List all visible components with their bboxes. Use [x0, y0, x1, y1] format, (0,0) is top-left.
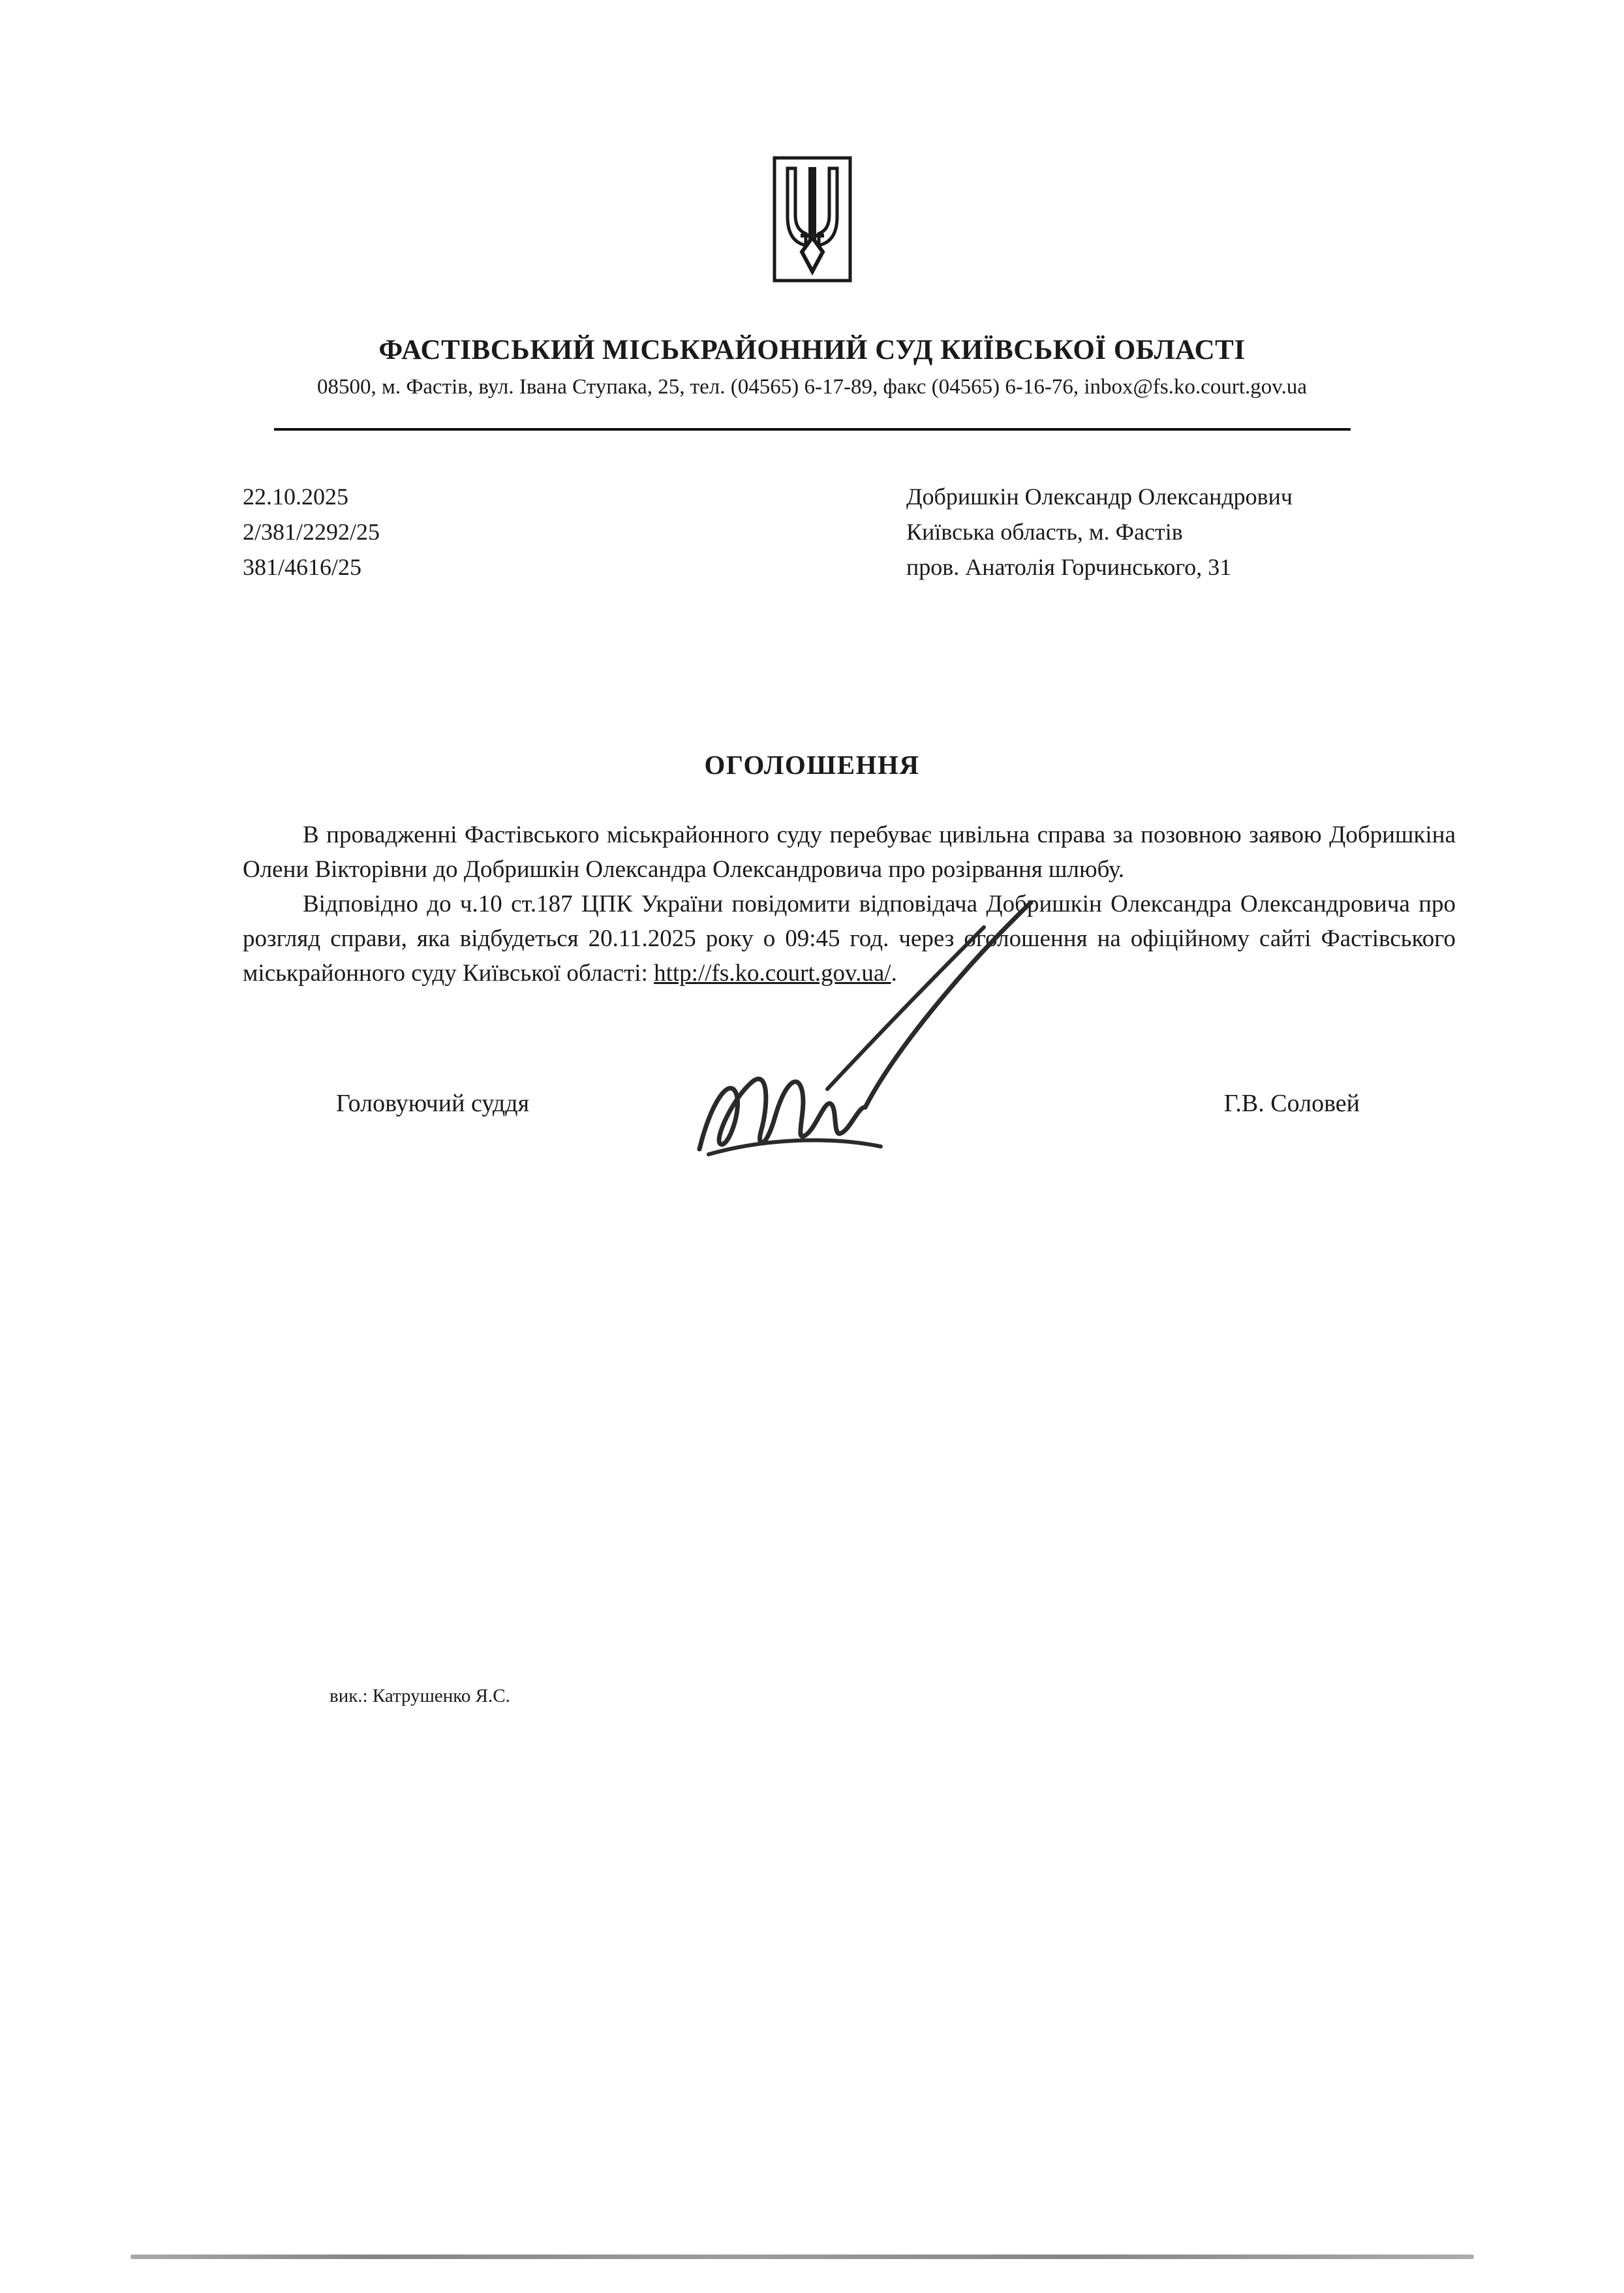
letterhead-divider — [274, 428, 1351, 431]
addressee-street: пров. Анатолія Горчинського, 31 — [906, 554, 1232, 580]
judge-role-label: Головуючий суддя — [336, 1089, 530, 1117]
body-paragraph-2-period: . — [891, 959, 897, 987]
body-paragraph-1: В провадженні Фастівського міськрайонного суду перебуває цивільна справа за позовною заявою Добришкіна Олени Вікторівни до Добришкін Олександра Олександровича про розірвання шлюбу. — [243, 822, 1456, 883]
ukraine-trident-emblem-icon — [772, 155, 853, 283]
addressee-city: Київська область, м. Фастів — [906, 519, 1183, 545]
court-address-line: 08500, м. Фастів, вул. Івана Ступака, 25, тел. (04565) 6-17-89, факс (04565) 6-16-76, inbox@fs.ko.court.gov.ua — [316, 375, 1308, 399]
scan-artifact-line — [130, 2255, 1474, 2259]
addressee-block — [906, 479, 1428, 585]
document-title: ОГОЛОШЕННЯ — [704, 750, 920, 780]
addressee-name: Добришкін Олександр Олександрович — [906, 484, 1293, 510]
registry-number: 381/4616/25 — [243, 554, 362, 580]
executor-note: вик.: Катрушенко Я.С. — [329, 1685, 510, 1706]
signature-row — [0, 1089, 1624, 1118]
court-name-heading: ФАСТІВСЬКИЙ МІСЬКРАЙОННИЙ СУД КИЇВСЬКОЇ ОБЛАСТІ — [378, 335, 1246, 365]
reference-numbers — [243, 479, 380, 585]
body-paragraph-2 — [243, 887, 1456, 991]
document-body — [0, 818, 1624, 991]
document-date: 22.10.2025 — [243, 484, 348, 510]
case-number: 2/381/2292/25 — [243, 519, 380, 545]
court-website-link[interactable]: http://fs.ko.court.gov.ua/ — [654, 959, 891, 987]
body-paragraph-2-text: Відповідно до ч.10 ст.187 ЦПК України повідомити відповідача Добришкін Олександра Олександровича про розгляд справи, яка відбудеться 20.11.2025 року о 09:45 год. через оголошення на офіційному сайті Фастівського міськрайонного суду Київської області: — [243, 890, 1456, 987]
emblem-container — [0, 0, 1624, 283]
reference-and-addressee-block — [0, 479, 1624, 585]
judge-name: Г.В. Соловей — [1223, 1089, 1360, 1117]
